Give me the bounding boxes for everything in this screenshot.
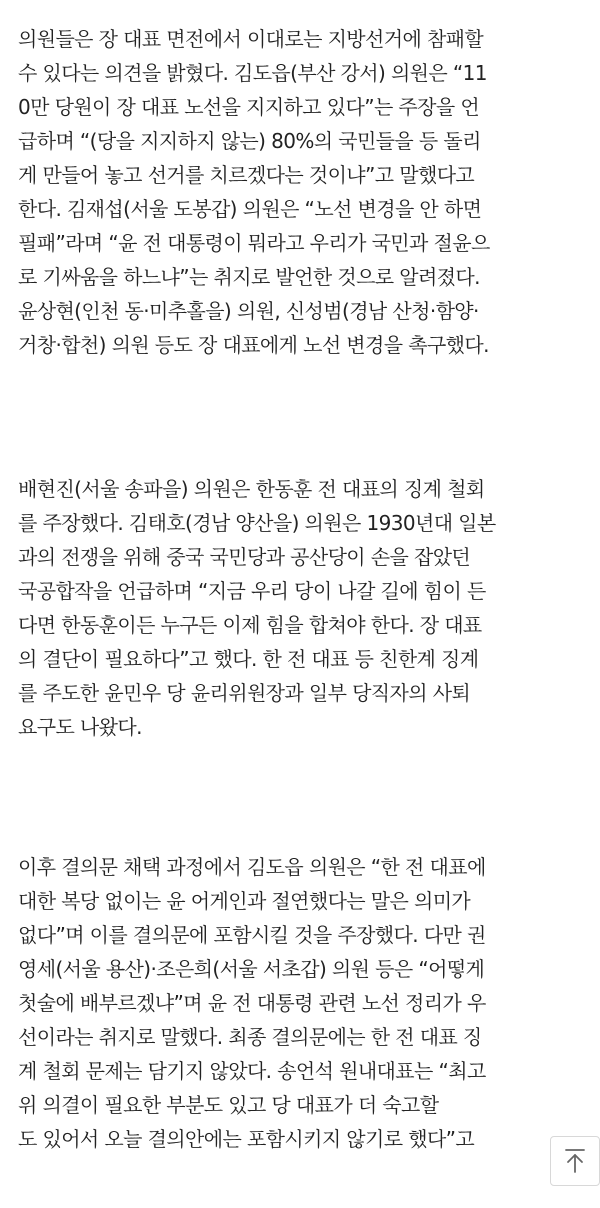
text-line: 다면 한동훈이든 누구든 이제 힘을 합쳐야 한다. 장 대표 [18,613,482,637]
text-line: 없다”며 이를 결의문에 포함시킬 것을 주장했다. 다만 권 [18,923,486,947]
text-line: 0만 당원이 장 대표 노선을 지지하고 있다”는 주장을 언 [18,95,480,119]
text-line: 필패”라며 “윤 전 대통령이 뭐라고 우리가 국민과 절윤으 [18,231,490,255]
text-line: 의 결단이 필요하다”고 했다. 한 전 대표 등 친한계 징계 [18,647,479,671]
text-line: 첫술에 배부르겠냐”며 윤 전 대통령 관련 노선 정리가 우 [18,991,486,1015]
text-line: 를 주장했다. 김태호(경남 양산을) 의원은 1930년대 일본 [18,511,496,535]
text-line: 급하며 “(당을 지지하지 않는) 80%의 국민들을 등 돌리 [18,129,481,153]
arrow-up-to-line-icon [564,1148,586,1174]
text-line: 윤상현(인천 동·미추홀을) 의원, 신성범(경남 산청·함양· [18,299,479,323]
text-line: 게 만들어 놓고 선거를 치르겠다는 것이냐”고 말했다고 [18,163,475,187]
paragraph-3 [0,850,593,1156]
text-line: 한다. 김재섭(서울 도봉갑) 의원은 “노선 변경을 안 하면 [18,197,482,221]
text-line: 배현진(서울 송파을) 의원은 한동훈 전 대표의 징계 철회 [18,477,485,501]
text-line: 를 주도한 윤민우 당 윤리위원장과 일부 당직자의 사퇴 [18,681,471,705]
text-line: 계 철회 문제는 담기지 않았다. 송언석 원내대표는 “최고 [18,1059,486,1083]
text-line: 수 있다는 의견을 밝혔다. 김도읍(부산 강서) 의원은 “11 [18,61,487,85]
text-line: 이후 결의문 채택 과정에서 김도읍 의원은 “한 전 대표에 [18,855,486,879]
text-line: 로 기싸움을 하느냐”는 취지로 발언한 것으로 알려졌다. [18,265,480,289]
text-line: 국공합작을 언급하며 “지금 우리 당이 나갈 길에 힘이 든 [18,579,486,603]
text-line: 의원들은 장 대표 면전에서 이대로는 지방선거에 참패할 [18,27,484,51]
text-line: 선이라는 취지로 말했다. 최종 결의문에는 한 전 대표 징 [18,1025,482,1049]
text-line: 거창·합천) 의원 등도 장 대표에게 노선 변경을 촉구했다. [18,333,489,357]
paragraph-2 [0,472,593,744]
scroll-to-top-button[interactable] [550,1136,600,1186]
text-line: 대한 복당 없이는 윤 어게인과 절연했다는 말은 의미가 [18,889,471,913]
text-line: 위 의결이 필요한 부분도 있고 당 대표가 더 숙고할 [18,1093,439,1117]
text-line: 과의 전쟁을 위해 중국 국민당과 공산당이 손을 잡았던 [18,545,471,569]
text-line: 영세(서울 용산)·조은희(서울 서초갑) 의원 등은 “어떻게 [18,957,485,981]
text-line: 요구도 나왔다. [18,715,142,739]
paragraph-1 [0,22,593,362]
text-line: 도 있어서 오늘 결의안에는 포함시키지 않기로 했다”고 [18,1127,475,1151]
